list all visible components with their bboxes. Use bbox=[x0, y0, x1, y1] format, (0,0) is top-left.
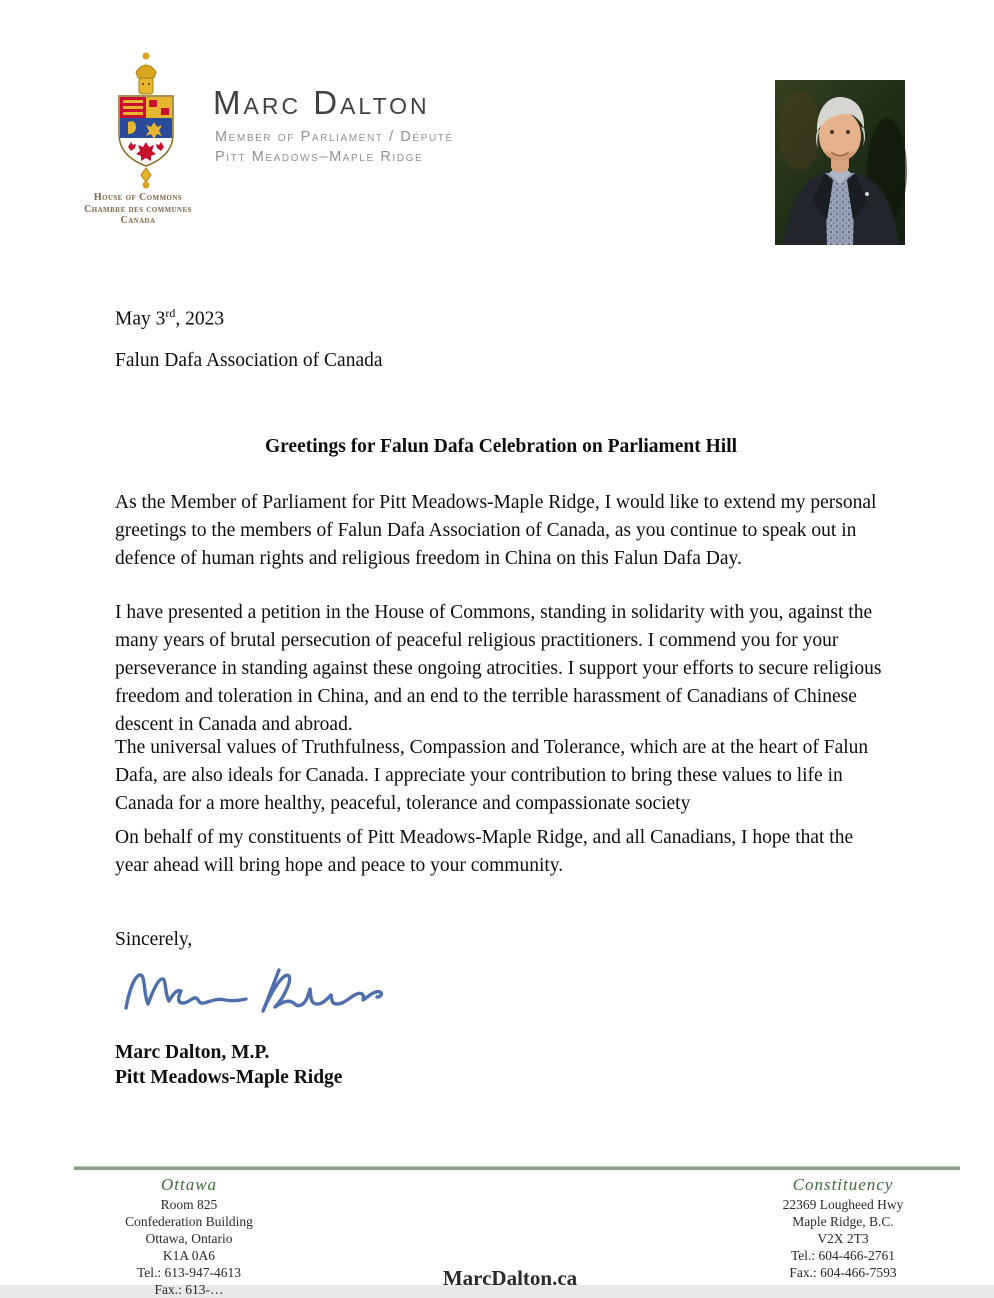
closing-line: Sincerely, bbox=[115, 929, 193, 950]
footer-constituency-line: Maple Ridge, B.C. bbox=[792, 1214, 894, 1229]
signer-block bbox=[115, 1040, 887, 1090]
footer-ottawa-line: K1A 0A6 bbox=[162, 1248, 216, 1263]
footer-constituency-line: Tel.: 604-466-2761 bbox=[790, 1248, 896, 1263]
signer-riding-line: Pitt Meadows-Maple Ridge bbox=[115, 1067, 343, 1088]
mp-riding-line: Pitt Meadows–Maple Ridge bbox=[215, 149, 424, 165]
footer-ottawa-line: Ottawa, Ontario bbox=[145, 1231, 233, 1246]
footer-constituency-line: 22369 Lougheed Hwy bbox=[782, 1197, 904, 1212]
crest-caption-line3: Canada bbox=[120, 215, 156, 226]
mp-subtitle-block bbox=[215, 127, 635, 167]
subject-heading: Greetings for Falun Dafa Celebration on Parliament Hill bbox=[264, 436, 738, 457]
date-suffix: , 2023 bbox=[175, 308, 225, 330]
footer-divider bbox=[74, 1166, 960, 1170]
paragraph-1: As the Member of Parliament for Pitt Meadows-Maple Ridge, I would like to extend my personal greetings to the members of Falun Dafa Association of Canada, as you continue to speak out in defence of human rights and religious freedom in China on this Falun Dafa Day. bbox=[115, 492, 877, 569]
house-of-commons-crest-icon bbox=[86, 50, 206, 190]
recipient-line: Falun Dafa Association of Canada bbox=[115, 350, 383, 371]
date-line bbox=[115, 299, 887, 334]
date-prefix: May 3 bbox=[115, 308, 166, 330]
footer-constituency-heading: Constituency bbox=[792, 1175, 894, 1194]
footer-website-clipped: MarcDalton.ca bbox=[442, 1266, 578, 1290]
mp-title-line: Member of Parliament / Député bbox=[215, 129, 454, 145]
footer-ottawa-line: Confederation Building bbox=[125, 1214, 253, 1229]
crest-caption-line2: Chambre des communes bbox=[84, 203, 192, 215]
date-ordinal-superscript: rd bbox=[165, 306, 176, 320]
mp-portrait-photo bbox=[775, 80, 905, 245]
handwritten-signature bbox=[112, 948, 387, 1030]
footer-ottawa-office bbox=[66, 1174, 312, 1298]
signature-svg bbox=[112, 948, 387, 1030]
crest-caption-line1: House of Commons bbox=[93, 192, 183, 203]
footer-ottawa-line-clipped: Fax.: 613-… bbox=[154, 1282, 224, 1297]
footer-ottawa-heading: Ottawa bbox=[160, 1175, 218, 1194]
footer-constituency-line: Fax.: 604-466-7593 bbox=[789, 1265, 897, 1280]
portrait-svg bbox=[775, 80, 905, 245]
mp-name-heading: Marc Dalton bbox=[213, 84, 430, 121]
crest-svg bbox=[86, 50, 206, 190]
footer-ottawa-line: Tel.: 613-947-4613 bbox=[136, 1265, 242, 1280]
footer-ottawa-line: Room 825 bbox=[160, 1197, 218, 1212]
footer-constituency-office bbox=[712, 1174, 974, 1281]
crest-caption bbox=[58, 192, 218, 227]
paragraph-2: I have presented a petition in the House of Commons, standing in solidarity with you, against the many years of brutal persecution of peaceful religious practitioners. I commend you for your perseverance in standing against these ongoing atrocities. I support your efforts to secure religious freedom and toleration in China, and an end to the terrible harassment of Canadians of Chinese descent in Canada and abroad. bbox=[115, 602, 882, 735]
footer-constituency-line: V2X 2T3 bbox=[817, 1231, 869, 1246]
signer-name-line: Marc Dalton, M.P. bbox=[115, 1042, 270, 1063]
paragraph-4: On behalf of my constituents of Pitt Meadows-Maple Ridge, and all Canadians, I hope that the year ahead will bring hope and peace to your community. bbox=[115, 827, 854, 876]
paragraph-3: The universal values of Truthfulness, Compassion and Tolerance, which are at the heart of Falun Dafa, are also ideals for Canada. I appreciate your contribution to bring these values to life in Canada for a more healthy, peaceful, tolerance and compassionate society bbox=[115, 737, 869, 814]
